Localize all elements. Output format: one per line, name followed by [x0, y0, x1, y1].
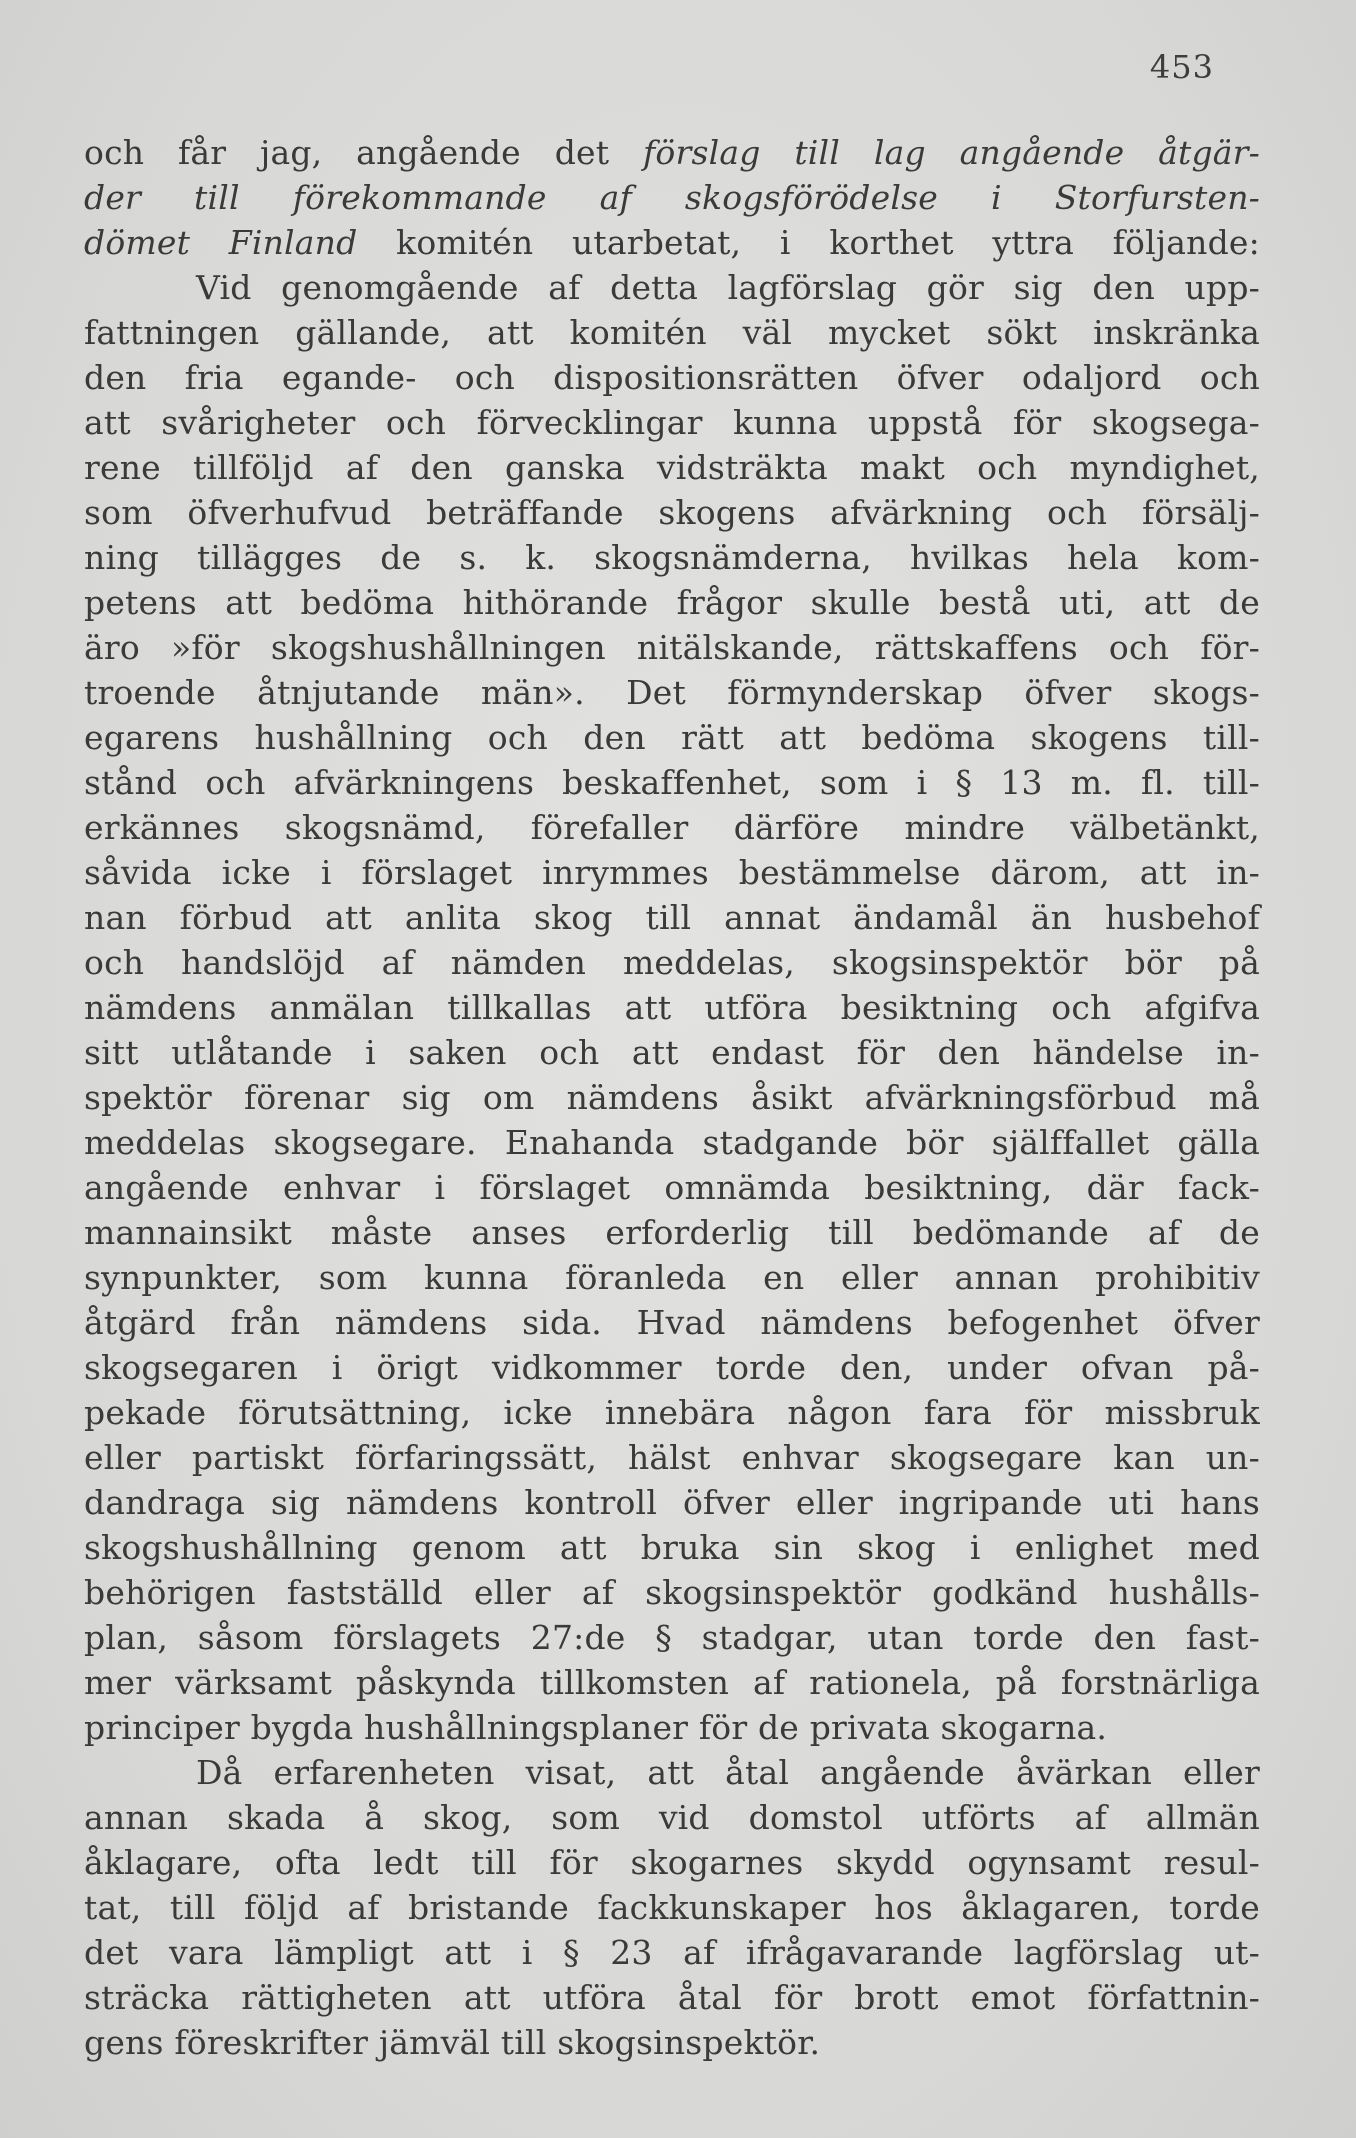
- text-line: egarens hushållning och den rätt att bedöma skogens till-: [84, 718, 1260, 757]
- text-line: annan skada å skog, som vid domstol utförts af allmän: [84, 1798, 1260, 1837]
- text-line: skogsegaren i örigt vidkommer torde den, under ofvan på-: [84, 1348, 1260, 1387]
- text-line: sitt utlåtande i saken och att endast för den händelse in-: [84, 1033, 1260, 1072]
- text-line: ning tillägges de s. k. skogsnämderna, hvilkas hela kom-: [84, 538, 1260, 577]
- text-run: och får jag, angående det: [84, 133, 643, 172]
- text-line: nämdens anmälan tillkallas att utföra besiktning och afgifva: [84, 988, 1260, 1027]
- paragraph-end-line: principer bygda hushållningsplaner för de privata skogarna.: [84, 1708, 1108, 1747]
- text-line: och handslöjd af nämden meddelas, skogsinspektör bör på: [84, 943, 1260, 982]
- text-line: såvida icke i förslaget inrymmes bestämmelse därom, att in-: [84, 853, 1260, 892]
- page-number: 453: [1149, 48, 1214, 86]
- text-line: mannainsikt måste anses erforderlig till bedömande af de: [84, 1213, 1260, 1252]
- text-line: sträcka rättigheten att utföra åtal för brott emot författnin-: [84, 1978, 1260, 2017]
- text-line: plan, såsom förslagets 27:de § stadgar, utan torde den fast-: [84, 1618, 1260, 1657]
- italic-title-line: der till förekommande af skogsförödelse i Storfursten-: [84, 178, 1260, 217]
- text-line: eller partiskt förfaringssätt, hälst enhvar skogsegare kan un-: [84, 1438, 1260, 1477]
- text-line: tat, till följd af bristande fackkunskaper hos åklagaren, torde: [84, 1888, 1260, 1927]
- text-line: angående enhvar i förslaget omnämda besiktning, där fack-: [84, 1168, 1260, 1207]
- paragraph-start-line: Då erfarenheten visat, att åtal angående åvärkan eller: [196, 1753, 1260, 1792]
- body-text: [84, 130, 1260, 2065]
- text-line: spektör förenar sig om nämdens åsikt afvärkningsförbud må: [84, 1078, 1260, 1117]
- paragraph-start-line: Vid genomgående af detta lagförslag gör sig den upp-: [196, 268, 1260, 307]
- text-line: synpunkter, som kunna föranleda en eller annan prohibitiv: [84, 1258, 1260, 1297]
- text-line: det vara lämpligt att i § 23 af ifrågavarande lagförslag ut-: [84, 1933, 1260, 1972]
- text-line: fattningen gällande, att komitén väl mycket sökt inskränka: [84, 313, 1260, 352]
- text-line: åklagare, ofta ledt till för skogarnes skydd ogynsamt resul-: [84, 1843, 1260, 1882]
- paragraph-end-line: gens föreskrifter jämväl till skogsinspektör.: [84, 2023, 821, 2062]
- text-run: komitén utarbetat, i korthet yttra följande:: [357, 223, 1260, 262]
- italic-title-run: dömet Finland: [84, 223, 358, 262]
- text-line: erkännes skogsnämd, förefaller därföre mindre välbetänkt,: [84, 808, 1260, 847]
- text-line: rene tillföljd af den ganska vidsträkta makt och myndighet,: [84, 448, 1260, 487]
- text-line: skogshushållning genom att bruka sin skog i enlighet med: [84, 1528, 1260, 1567]
- text-line: nan förbud att anlita skog till annat ändamål än husbehof: [84, 898, 1260, 937]
- text-line: behörigen fastställd eller af skogsinspektör godkänd hushålls-: [84, 1573, 1260, 1612]
- text-line: petens att bedöma hithörande frågor skulle bestå uti, att de: [84, 583, 1260, 622]
- text-line: mer värksamt påskynda tillkomsten af rationela, på forstnärliga: [84, 1663, 1260, 1702]
- text-line: som öfverhufvud beträffande skogens afvärkning och försälj-: [84, 493, 1260, 532]
- text-line: äro »för skogshushållningen nitälskande, rättskaffens och för-: [84, 628, 1260, 667]
- text-line: den fria egande- och dispositionsrätten öfver odaljord och: [84, 358, 1260, 397]
- text-line: meddelas skogsegare. Enahanda stadgande bör själffallet gälla: [84, 1123, 1260, 1162]
- text-line: [84, 130, 1260, 175]
- text-line: stånd och afvärkningens beskaffenhet, som i § 13 m. fl. till-: [84, 763, 1260, 802]
- text-line: att svårigheter och förvecklingar kunna uppstå för skogsega-: [84, 403, 1260, 442]
- text-line: troende åtnjutande män». Det förmynderskap öfver skogs-: [84, 673, 1260, 712]
- text-line: åtgärd från nämdens sida. Hvad nämdens befogenhet öfver: [84, 1303, 1260, 1342]
- text-line: pekade förutsättning, icke innebära någon fara för missbruk: [84, 1393, 1260, 1432]
- text-line: dandraga sig nämdens kontroll öfver eller ingripande uti hans: [84, 1483, 1260, 1522]
- italic-title-run: förslag till lag angående åtgär-: [643, 133, 1260, 172]
- text-line: [84, 220, 1260, 265]
